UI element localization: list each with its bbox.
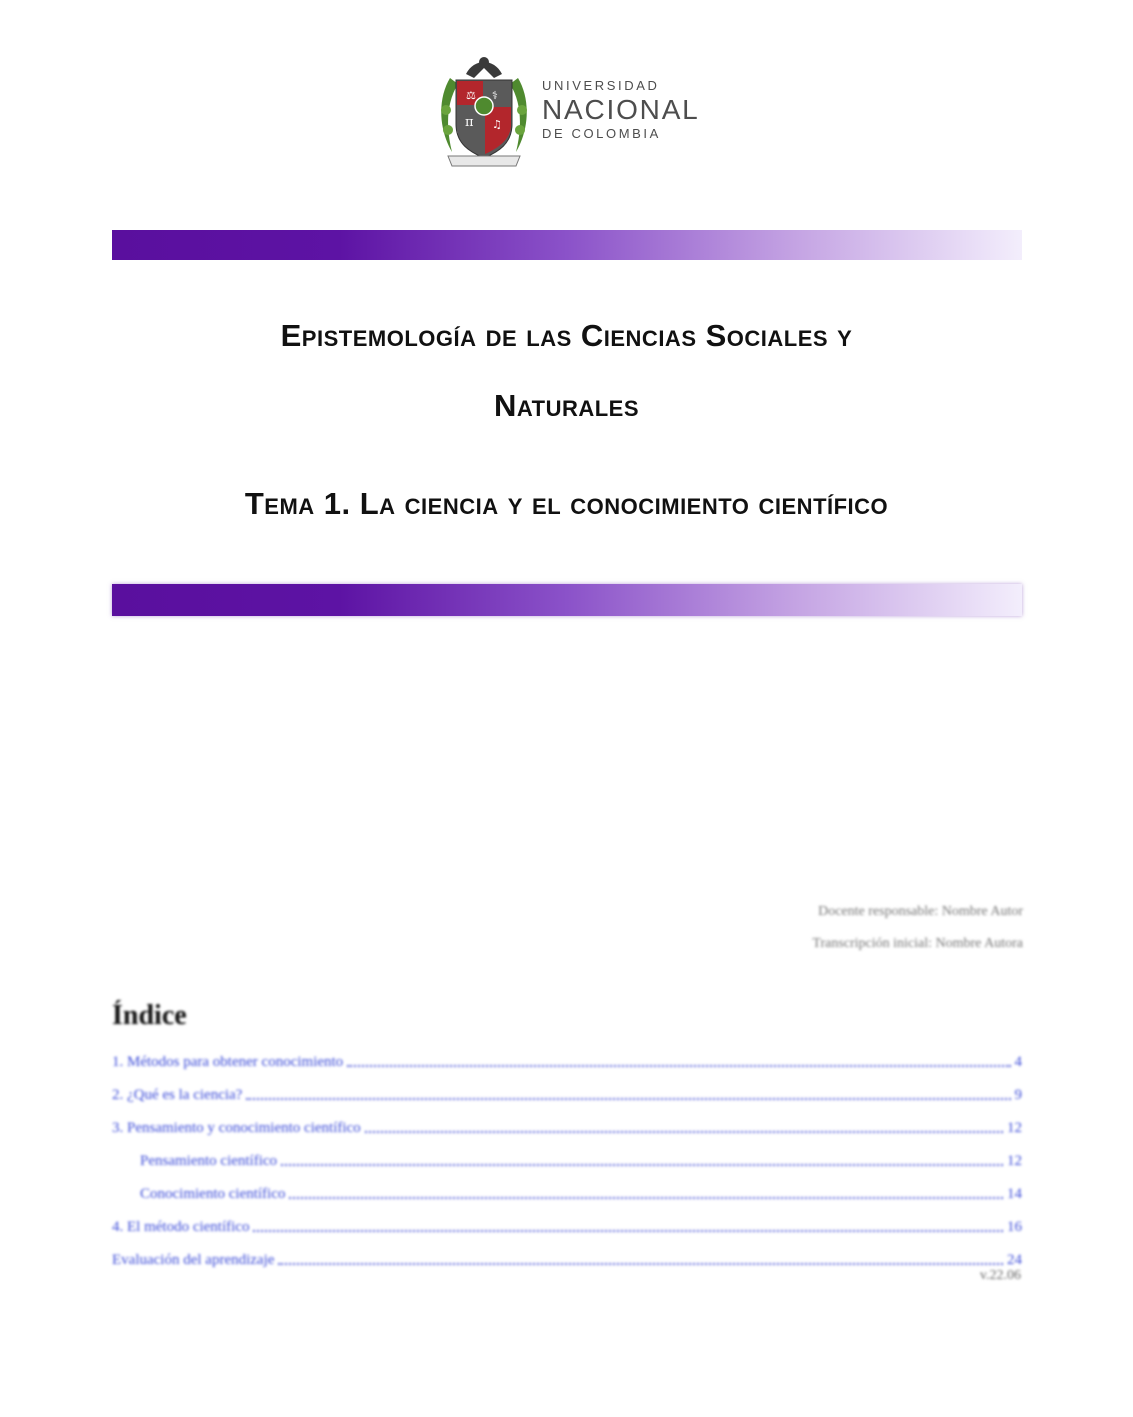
toc-subitem[interactable]	[112, 1137, 1022, 1170]
logo-line-universidad: UNIVERSIDAD	[542, 78, 660, 93]
credit-docente: Docente responsable: Nombre Autor	[818, 904, 1023, 919]
toc-item-page: 4	[1014, 1054, 1022, 1070]
svg-text:♫: ♫	[492, 118, 502, 131]
svg-text:⚕: ⚕	[492, 89, 498, 102]
toc-subitem[interactable]	[112, 1170, 1022, 1203]
toc-item-label: 3. Pensamiento y conocimiento científico	[112, 1120, 361, 1136]
toc-item-page: 14	[1007, 1186, 1022, 1202]
logo-line-nacional: NACIONAL	[542, 94, 700, 125]
credit-transcripcion: Transcripción inicial: Nombre Autora	[812, 936, 1023, 951]
toc-item-page: 12	[1007, 1120, 1022, 1136]
version-label: v.22.06	[979, 1268, 1021, 1283]
table-of-contents	[112, 1000, 1022, 1269]
toc-leader-dots	[281, 1164, 1003, 1166]
toc-heading: Índice	[112, 1000, 187, 1031]
toc-item[interactable]	[112, 1038, 1022, 1071]
toc-item-page: 24	[1007, 1252, 1022, 1268]
svg-text:π: π	[465, 115, 474, 130]
toc-leader-dots	[278, 1263, 1003, 1265]
toc-item-label: Conocimiento científico	[140, 1186, 286, 1202]
crest-icon	[436, 48, 532, 172]
toc-item-label: 2. ¿Qué es la ciencia?	[112, 1087, 243, 1103]
toc-item-page: 12	[1007, 1153, 1022, 1169]
toc-leader-dots	[253, 1230, 1003, 1232]
toc-item-label: Evaluación del aprendizaje	[112, 1252, 275, 1268]
toc-item-page: 16	[1007, 1219, 1022, 1235]
toc-item[interactable]	[112, 1203, 1022, 1236]
toc-leader-dots	[246, 1098, 1010, 1100]
logo-line-colombia: DE COLOMBIA	[542, 126, 661, 141]
toc-leader-dots	[289, 1197, 1003, 1199]
toc-leader-dots	[365, 1131, 1003, 1133]
document-title-line2: Naturales	[493, 388, 640, 423]
university-logo	[436, 48, 726, 172]
svg-text:⚖: ⚖	[466, 89, 476, 102]
logo-wordmark	[542, 78, 700, 142]
toc-leader-dots	[347, 1065, 1010, 1067]
document-subtitle: Tema 1. La ciencia y el conocimiento científico	[244, 486, 889, 521]
document-title-line1: Epistemología de las Ciencias Sociales y	[280, 318, 853, 353]
toc-item-label: 4. El método científico	[112, 1219, 250, 1235]
bottom-gradient-band	[112, 584, 1022, 616]
toc-item[interactable]	[112, 1104, 1022, 1137]
toc-item-label: 1. Métodos para obtener conocimiento	[112, 1054, 344, 1070]
toc-item[interactable]	[112, 1236, 1022, 1269]
toc-item-page: 9	[1014, 1087, 1022, 1103]
toc-item-label: Pensamiento científico	[140, 1153, 278, 1169]
toc-item[interactable]	[112, 1071, 1022, 1104]
top-gradient-band	[112, 230, 1022, 260]
